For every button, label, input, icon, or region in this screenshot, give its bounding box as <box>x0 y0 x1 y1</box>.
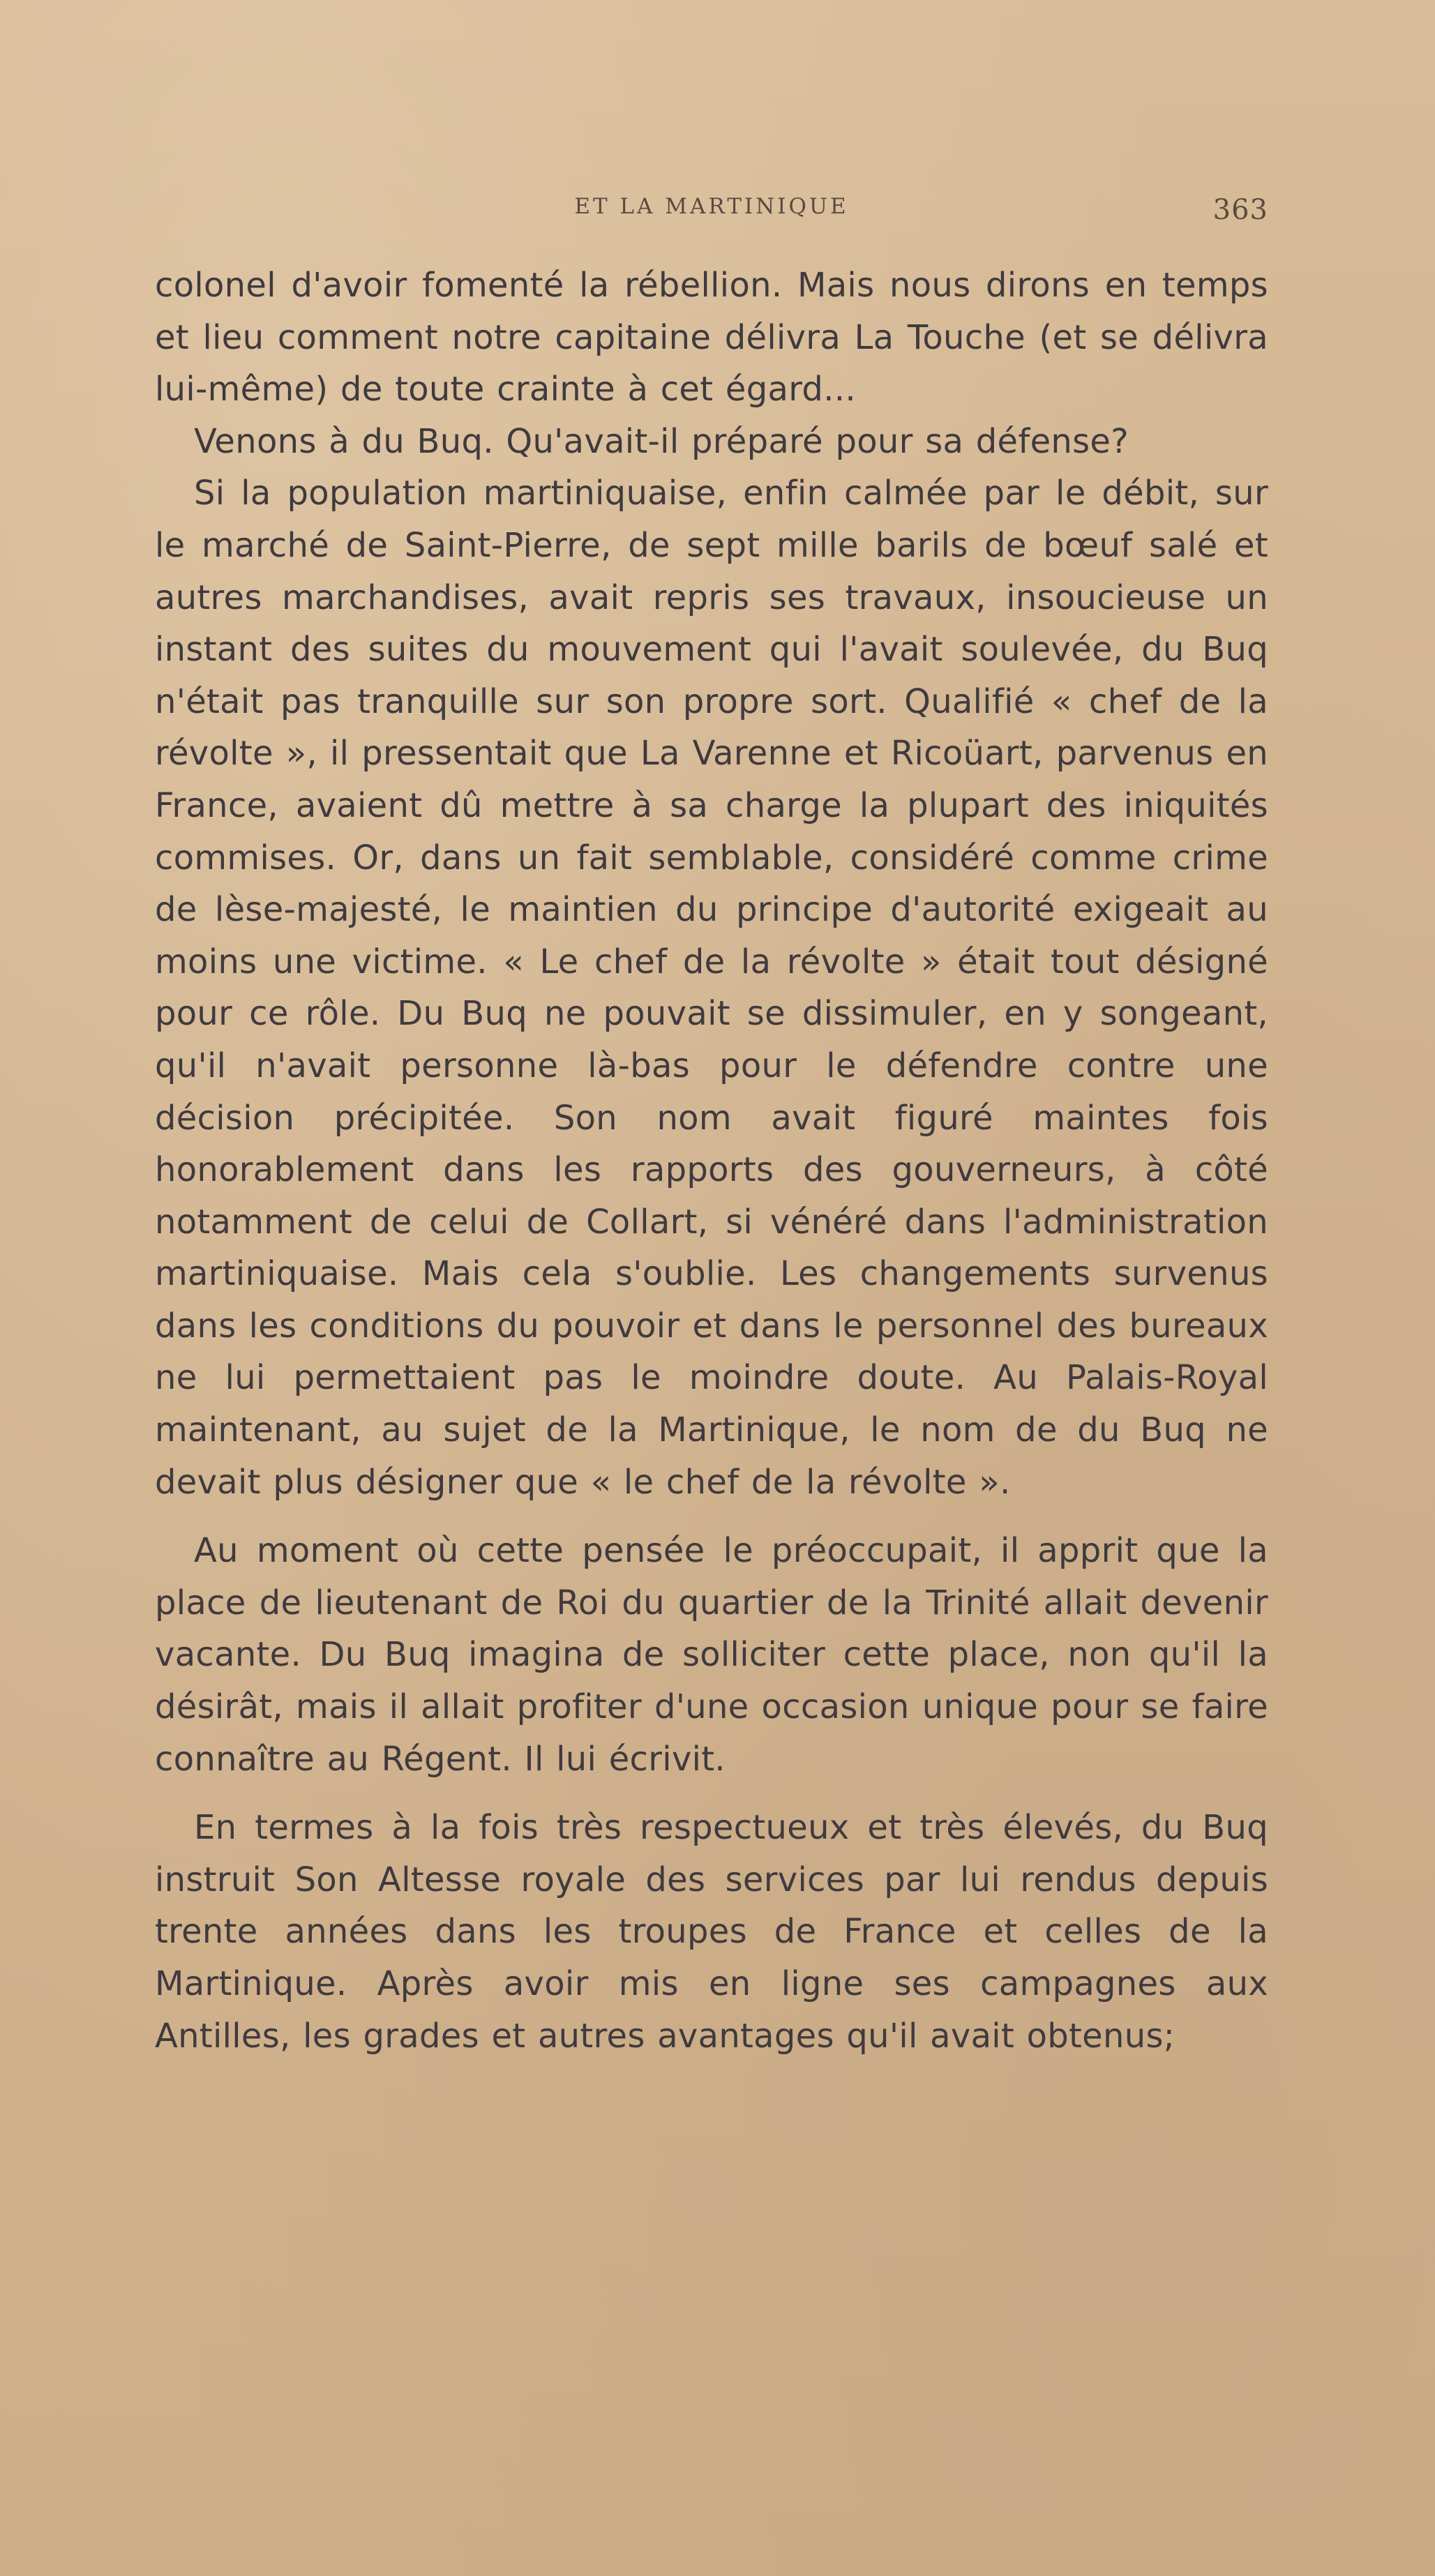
paragraph: Venons à du Buq. Qu'avait-il préparé pour sa défense? <box>194 421 1129 461</box>
paragraph-continuation: colonel d'avoir fomenté la rébellion. Mais nous dirons en temps et lieu comment notre capitaine délivra La Touche (et se délivra lui-même) de toute crainte à cet égard... <box>155 266 1268 409</box>
page-header <box>155 194 1268 236</box>
paragraph: Si la population martiniquaise, enfin calmée par le débit, sur le marché de Saint-Pierre, de sept mille barils de bœuf salé et autres marchandises, avait repris ses travaux, insoucieuse un instant des suites du mouvement qui l'avait soulevée, du Buq n'était pas tranquille sur son propre sort. Qualifié « chef de la révolte », il pressentait que La Varenne et Ricoüart, parvenus en France, avaient dû mettre à sa charge la plupart des iniquités commises. Or, dans un fait semblable, considéré comme crime de lèse-majesté, le maintien du principe d'autorité exigeait au moins une victime. « Le chef de la révolte » était tout désigné pour ce rôle. Du Buq ne pouvait se dissimuler, en y songeant, qu'il n'avait personne là-bas pour le défendre contre une décision précipitée. Son nom avait figuré maintes fois honorablement dans les rapports des gouverneurs, à côté notamment de celui de Collart, si vénéré dans l'administration martiniquaise. Mais cela s'oublie. Les changements survenus dans les conditions du pouvoir et dans le personnel des bureaux ne lui permettaient pas le moindre doute. Au Palais-Royal maintenant, au sujet de la Martinique, le nom de du Buq ne devait plus désigner que « le chef de la révolte ». <box>155 474 1268 1502</box>
running-title: ET LA MARTINIQUE <box>574 194 849 219</box>
body-text <box>155 259 1268 2062</box>
paragraph: Au moment où cette pensée le préoccupait, il apprit que la place de lieutenant de Roi du quartier de la Trinité allait devenir vacante. Du Buq imagina de solliciter cette place, non qu'il la désirât, mais il allait profiter d'une occasion unique pour se faire connaître au Régent. Il lui écrivit. <box>155 1531 1268 1779</box>
paragraph: En termes à la fois très respectueux et très élevés, du Buq instruit Son Altesse royale des services par lui rendus depuis trente années dans les troupes de France et celles de la Martinique. Après avoir mis en ligne ses campagnes aux Antilles, les grades et autres avantages qu'il avait obtenus; <box>155 1808 1268 2056</box>
page-number: 363 <box>1212 194 1268 226</box>
